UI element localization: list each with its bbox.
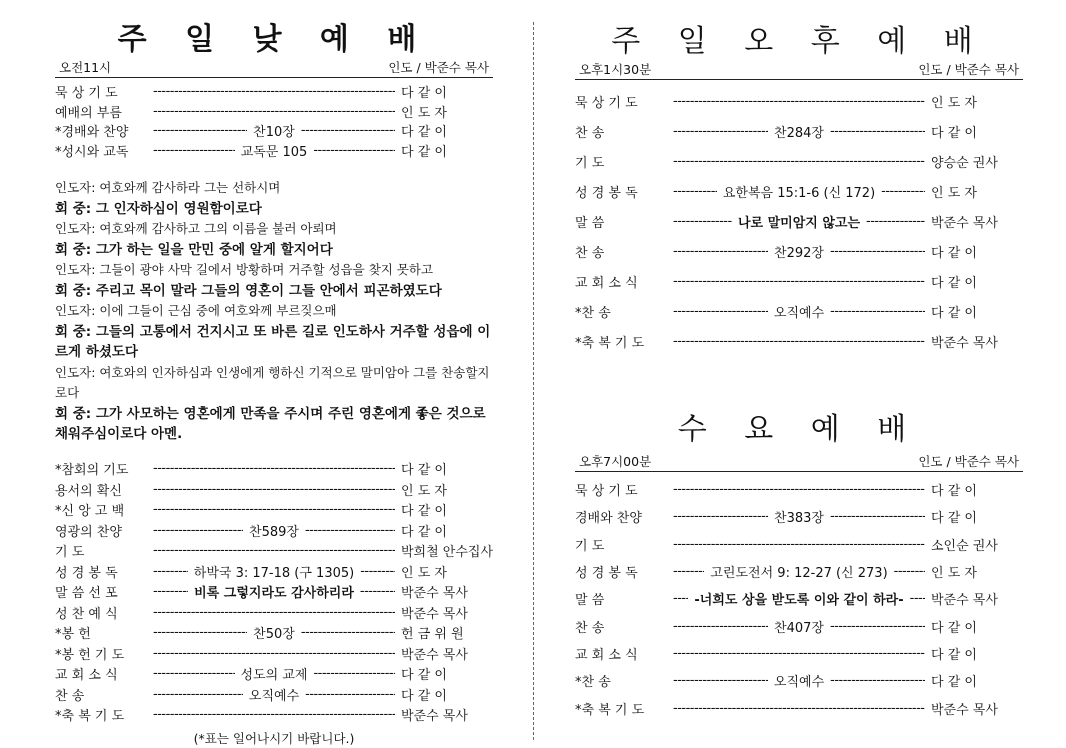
order-leader: 다 같 이	[931, 484, 977, 500]
congregation-line: 회 중: 그가 사모하는 영혼에게 만족을 주시며 주린 영혼에게 좋은 것으로 채워주심이로다 아멘.	[55, 405, 486, 442]
order-label: 성 경 봉 독	[575, 566, 638, 582]
order-row	[55, 541, 493, 562]
order-detail	[153, 521, 395, 540]
order-item-text: 오직예수	[773, 675, 825, 691]
dash-leader	[153, 104, 395, 119]
order-leader: 인 도 자	[401, 565, 447, 581]
order-label: 묵 상 기 도	[575, 484, 638, 500]
order-leader: 다 같 이	[401, 144, 447, 160]
order-item-text: 찬383장	[774, 511, 824, 527]
dash-leader	[830, 509, 925, 524]
order-leader: 박준수 목사	[931, 702, 998, 718]
column-divider	[533, 22, 534, 740]
order-row	[575, 585, 1023, 612]
order-label: 찬 송	[575, 125, 605, 141]
order-detail	[153, 623, 395, 642]
order-row	[55, 479, 493, 500]
order-leader: 소인순 권사	[931, 538, 998, 554]
order-row	[575, 266, 1023, 296]
order-row	[55, 459, 493, 480]
order-leader: 다 같 이	[401, 463, 447, 479]
order-label: *신 앙 고 백	[55, 504, 125, 520]
order-row	[575, 694, 1023, 721]
order-row	[575, 116, 1023, 146]
order-leader: 다 같 이	[931, 305, 977, 321]
order-row	[575, 296, 1023, 326]
dash-leader	[153, 123, 247, 138]
standing-note: (*표는 일어나시기 바랍니다.)	[193, 731, 355, 746]
order-detail	[673, 589, 925, 608]
order-row	[55, 705, 493, 726]
order-label: 기 도	[575, 538, 605, 554]
order-detail	[153, 664, 395, 683]
order-label: 영광의 찬양	[55, 524, 122, 540]
order-detail	[153, 121, 395, 140]
order-list	[575, 476, 1023, 722]
order-detail	[153, 707, 395, 722]
service-time: 오전11시	[59, 60, 112, 75]
service-meta	[55, 60, 493, 78]
order-detail	[153, 562, 395, 581]
order-item-text: 오직예수	[248, 688, 300, 704]
dash-leader	[153, 543, 395, 558]
service-meta	[575, 454, 1023, 472]
dash-leader	[153, 461, 395, 476]
order-row	[575, 640, 1023, 667]
order-detail	[673, 562, 925, 581]
order-detail	[673, 617, 925, 636]
order-leader: 다 같 이	[931, 125, 977, 141]
dash-leader	[153, 502, 395, 517]
order-item-text: 찬50장	[253, 627, 295, 643]
order-leader: 다 같 이	[401, 86, 447, 102]
order-leader: 인 도 자	[401, 105, 447, 121]
order-detail	[153, 461, 395, 476]
dash-leader	[305, 523, 395, 538]
dash-leader	[673, 701, 925, 716]
order-row	[575, 612, 1023, 639]
order-detail	[153, 104, 395, 119]
order-row	[575, 531, 1023, 558]
order-row	[575, 146, 1023, 176]
dash-leader	[673, 482, 925, 497]
order-leader: 인 도 자	[931, 95, 977, 111]
order-detail	[153, 84, 395, 99]
order-detail	[153, 482, 395, 497]
order-detail	[673, 154, 925, 169]
dash-leader	[153, 584, 188, 599]
order-detail	[673, 94, 925, 109]
order-label: *경배와 찬양	[55, 125, 129, 141]
order-leader: 다 같 이	[931, 245, 977, 261]
dash-leader	[153, 605, 395, 620]
order-label: *축 복 기 도	[55, 709, 125, 725]
order-detail	[153, 502, 395, 517]
dash-leader	[153, 687, 243, 702]
order-label: *축 복 기 도	[575, 335, 645, 351]
order-row	[55, 643, 493, 664]
order-row	[55, 623, 493, 644]
order-row	[55, 500, 493, 521]
dash-leader	[673, 244, 768, 259]
dash-leader	[673, 564, 704, 579]
order-leader: 다 같 이	[931, 511, 977, 527]
congregation-line: 회 중: 그가 하는 일을 만민 중에 알게 할지어다	[55, 241, 333, 258]
dash-leader	[830, 124, 925, 139]
order-leader: 인 도 자	[401, 483, 447, 499]
congregation-line: 회 중: 그들의 고통에서 건지시고 또 바른 길로 인도하사 거주할 성읍에 이르게 하셨도다	[55, 323, 491, 360]
order-detail	[673, 242, 925, 261]
dash-leader	[153, 84, 395, 99]
order-label: *봉 헌 기 도	[55, 647, 125, 663]
order-row	[575, 206, 1023, 236]
order-detail	[673, 537, 925, 552]
order-row	[575, 667, 1023, 694]
order-leader: 박준수 목사	[401, 606, 468, 622]
dash-leader	[673, 124, 768, 139]
order-label: *성시와 교독	[55, 144, 129, 160]
congregation-line: 회 중: 주리고 목이 말라 그들의 영혼이 그들 안에서 피곤하였도다	[55, 282, 442, 299]
order-label: 교 회 소 식	[55, 668, 118, 684]
service-time: 오후7시00분	[579, 454, 652, 469]
dash-leader	[673, 646, 925, 661]
order-label: *찬 송	[575, 675, 611, 691]
dash-leader	[830, 619, 925, 634]
dash-leader	[910, 591, 925, 606]
order-row	[55, 684, 493, 705]
dash-leader	[153, 666, 235, 681]
order-leader: 헌 금 위 원	[401, 627, 464, 643]
order-leader: 다 같 이	[401, 504, 447, 520]
dash-leader	[305, 687, 395, 702]
order-row	[55, 582, 493, 603]
order-detail	[673, 182, 925, 201]
order-detail	[673, 274, 925, 289]
order-label: *축 복 기 도	[575, 702, 645, 718]
order-row	[55, 602, 493, 623]
order-leader: 박준수 목사	[931, 335, 998, 351]
sunday-morning-service	[55, 0, 493, 747]
order-label: 교 회 소 식	[575, 275, 638, 291]
order-item-text: 성도의 교제	[240, 668, 308, 684]
dash-leader	[673, 509, 768, 524]
order-leader: 박준수 목사	[401, 647, 468, 663]
order-row	[575, 176, 1023, 206]
order-row	[575, 558, 1023, 585]
dash-leader	[673, 304, 768, 319]
order-label: 묵 상 기 도	[575, 95, 638, 111]
dash-leader	[673, 214, 732, 229]
dash-leader	[360, 584, 395, 599]
order-label: 성 찬 예 식	[55, 606, 118, 622]
dash-leader	[673, 334, 925, 349]
order-label: 말 씀 선 포	[55, 586, 118, 602]
service-time: 오후1시30분	[579, 62, 652, 77]
service-meta	[575, 62, 1023, 80]
responsive-reading	[55, 178, 493, 445]
order-detail	[673, 482, 925, 497]
order-item-text: 찬10장	[253, 125, 295, 141]
order-detail	[673, 507, 925, 526]
dash-leader	[673, 591, 688, 606]
order-label: 말 씀	[575, 215, 605, 231]
wednesday-service-title: 수 요 예 배	[677, 412, 921, 447]
leader-line: 인도자: 여호와께 감사하라 그는 선하시며	[55, 180, 281, 195]
order-leader: 다 같 이	[401, 668, 447, 684]
order-row	[55, 102, 493, 122]
dash-leader	[153, 523, 243, 538]
order-detail	[673, 646, 925, 661]
dash-leader	[313, 143, 395, 158]
leader-line: 인도자: 여호와께 감사하고 그의 이름을 불러 아뢰며	[55, 221, 337, 236]
order-label: 용서의 확신	[55, 483, 122, 499]
order-detail	[153, 543, 395, 558]
order-item-text: 고린도전서 9: 12-27 (신 273)	[710, 566, 888, 582]
order-label: 기 도	[55, 545, 85, 561]
order-item-text: 하박국 3: 17-18 (구 1305)	[193, 565, 355, 581]
sunday-afternoon-service	[575, 0, 1023, 722]
dash-leader	[830, 304, 925, 319]
leader-line: 인도자: 여호와의 인자하심과 인생에게 행하신 기적으로 말미암아 그를 찬송할지로다	[55, 364, 490, 400]
order-row	[575, 86, 1023, 116]
order-item-text: 비록 그렇지라도 감사하리라	[194, 586, 354, 602]
dash-leader	[153, 646, 395, 661]
order-leader: 박희철 안수집사	[401, 545, 494, 561]
dash-leader	[673, 673, 768, 688]
order-label: *참회의 기도	[55, 463, 129, 479]
order-row	[55, 664, 493, 685]
order-detail	[153, 605, 395, 620]
order-label: 교 회 소 식	[575, 647, 638, 663]
dash-leader	[830, 673, 925, 688]
order-leader: 다 같 이	[931, 647, 977, 663]
order-detail	[153, 582, 395, 601]
order-item-text: -너희도 상을 받도록 이와 같이 하라-	[694, 593, 904, 609]
order-leader: 박준수 목사	[401, 709, 468, 725]
order-label: *봉 헌	[55, 627, 91, 643]
order-detail	[673, 212, 925, 231]
order-label: *찬 송	[575, 305, 611, 321]
order-item-text: 찬284장	[774, 125, 824, 141]
order-row	[55, 141, 493, 161]
service-presider: 인도 / 박준수 목사	[388, 60, 489, 75]
dash-leader	[313, 666, 395, 681]
order-row	[55, 82, 493, 102]
order-label: 예배의 부름	[55, 105, 122, 121]
order-label: 말 씀	[575, 593, 605, 609]
dash-leader	[153, 143, 235, 158]
order-row	[55, 561, 493, 582]
order-item-text: 찬589장	[249, 524, 299, 540]
dash-leader	[673, 274, 925, 289]
order-leader: 박준수 목사	[931, 215, 998, 231]
order-label: 성 경 봉 독	[55, 565, 118, 581]
order-item-text: 나로 말미암지 않고는	[737, 215, 861, 231]
leader-line: 인도자: 이에 그들이 근심 중에 여호와께 부르짖으매	[55, 303, 337, 318]
order-item-text: 교독문 105	[240, 144, 308, 160]
order-leader: 인 도 자	[931, 566, 977, 582]
order-leader: 다 같 이	[401, 688, 447, 704]
order-leader: 다 같 이	[931, 620, 977, 636]
order-label: 묵 상 기 도	[55, 86, 118, 102]
dash-leader	[301, 625, 395, 640]
dash-leader	[673, 94, 925, 109]
dash-leader	[153, 625, 247, 640]
dash-leader	[153, 482, 395, 497]
dash-leader	[153, 564, 188, 579]
order-item-text: 오직예수	[773, 305, 825, 321]
order-leader: 다 같 이	[931, 675, 977, 691]
order-leader: 양승순 권사	[931, 155, 998, 171]
dash-leader	[360, 564, 395, 579]
dash-leader	[894, 564, 925, 579]
dash-leader	[153, 707, 395, 722]
order-row	[575, 326, 1023, 356]
dash-leader	[673, 619, 768, 634]
order-detail	[153, 646, 395, 661]
order-detail	[153, 141, 395, 160]
order-item-text: 찬292장	[774, 245, 824, 261]
order-detail	[673, 701, 925, 716]
order-leader: 다 같 이	[401, 125, 447, 141]
order-list	[575, 86, 1023, 356]
service-title: 주 일 오 후 예 배	[611, 24, 987, 59]
leader-line: 인도자: 그들이 광야 사막 길에서 방황하며 거주할 성읍을 찾지 못하고	[55, 262, 434, 277]
congregation-line: 회 중: 그 인자하심이 영원함이로다	[55, 200, 262, 217]
order-label: 경배와 찬양	[575, 511, 642, 527]
service-presider: 인도 / 박준수 목사	[918, 454, 1019, 469]
order-detail	[673, 122, 925, 141]
order-label: 찬 송	[575, 620, 605, 636]
dash-leader	[830, 244, 925, 259]
order-label: 성 경 봉 독	[575, 185, 638, 201]
order-leader: 박준수 목사	[401, 586, 468, 602]
order-row	[575, 503, 1023, 530]
dash-leader	[301, 123, 395, 138]
order-leader: 다 같 이	[931, 275, 977, 291]
service-title: 주 일 낮 예 배	[117, 22, 431, 57]
order-row	[55, 520, 493, 541]
dash-leader	[881, 184, 925, 199]
order-label: 찬 송	[575, 245, 605, 261]
order-row	[55, 121, 493, 141]
order-list	[55, 459, 493, 726]
order-item-text: 요한복음 15:1-6 (신 172)	[722, 185, 876, 201]
order-leader: 인 도 자	[931, 185, 977, 201]
order-label: 기 도	[575, 155, 605, 171]
order-detail	[673, 334, 925, 349]
order-label: 찬 송	[55, 688, 85, 704]
dash-leader	[866, 214, 925, 229]
dash-leader	[673, 184, 717, 199]
order-row	[575, 236, 1023, 266]
service-presider: 인도 / 박준수 목사	[918, 62, 1019, 77]
order-item-text: 찬407장	[774, 620, 824, 636]
order-leader: 다 같 이	[401, 524, 447, 540]
order-leader: 박준수 목사	[931, 593, 998, 609]
order-list	[55, 82, 493, 160]
dash-leader	[673, 537, 925, 552]
order-row	[575, 476, 1023, 503]
order-detail	[673, 302, 925, 321]
order-detail	[673, 671, 925, 690]
dash-leader	[673, 154, 925, 169]
order-detail	[153, 685, 395, 704]
